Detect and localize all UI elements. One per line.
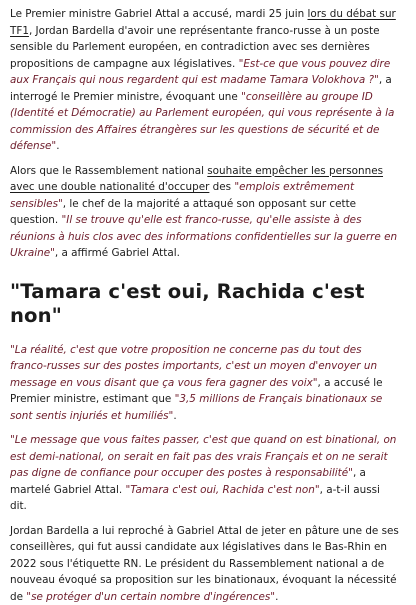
text: Le Premier ministre Gabriel Attal a accusé, mardi 25 juin (10, 8, 308, 20)
text: , a-t-il aussi dit. (10, 484, 380, 513)
paragraph-2 (10, 163, 400, 262)
quote: "Tamara c'est oui, Rachida c'est non" (126, 484, 320, 496)
quote: "se protéger d'un certain nombre d'ingérences" (26, 591, 275, 603)
paragraph-5 (10, 523, 400, 605)
paragraph-1 (10, 6, 400, 155)
text: . (173, 410, 176, 422)
paragraph-3 (10, 342, 400, 425)
text: , le chef de la majorité a attaqué son opposant sur cette question. (10, 198, 356, 227)
section-heading: "Tamara c'est oui, Rachida c'est non" (10, 280, 400, 328)
quote: "emplois extrêmement sensibles" (10, 181, 354, 210)
quote: "La réalité, c'est que votre proposition ne concerne pas du tout des franco-russes sur des postes importants, c'est un moyen d'envoyer un message en vous disant que ça vous fera gagner des voix" (10, 344, 377, 389)
text: des (209, 181, 234, 193)
text: , a interrogé le Premier ministre, évoquant une (10, 74, 392, 103)
quote: "conseillère au groupe ID (Identité et Démocratie) au Parlement européen, qui vous représente à la commission des Affaires étrangères sur les questions de sécurité et de défense" (10, 91, 394, 153)
paragraph-4 (10, 432, 400, 515)
text: . (275, 591, 278, 603)
quote: "Il se trouve qu'elle est franco-russe, qu'elle assiste à des réunions à huis clos avec des informations confidentielles sur la guerre en Ukraine" (10, 214, 397, 259)
double-nationality-link[interactable]: souhaite empêcher les personnes avec une double nationalité d'occuper (10, 165, 383, 194)
quote: "Est-ce que vous pouvez dire aux Français qui nous regardent qui est madame Tamara Volokhova ?" (10, 58, 390, 87)
tf1-debate-link[interactable]: lors du débat sur TF1 (10, 8, 396, 37)
text: , a accusé le Premier ministre, estimant que (10, 377, 383, 406)
text: Jordan Bardella a lui reproché à Gabriel Attal de jeter en pâture une de ses conseillères, qui fut aussi candidate aux législatives dans le Bas-Rhin en 2022 sous l'étiquette RN. Le président du Rassemblement national a de nouveau évoqué sa proposition sur les binationaux, évoquant la nécessité de (10, 525, 399, 603)
text: , a affirmé Gabriel Attal. (55, 247, 180, 259)
quote: "3,5 millions de Français binationaux se sont sentis injuriés et humiliés" (10, 393, 382, 422)
text: , Jordan Bardella d'avoir une représentante franco-russe à un poste sensible du Parlement européen, en contradiction avec ses dernières propositions de campagne aux législatives. (10, 25, 379, 70)
text: , a martelé Gabriel Attal. (10, 467, 366, 496)
text: . (56, 140, 59, 152)
text: Alors que le Rassemblement national (10, 165, 207, 177)
quote: "Le message que vous faites passer, c'est que quand on est binational, on est demi-national, on serait en fait pas des vrais Français et on ne serait pas digne de confiance pour occuper des postes à responsabilité" (10, 434, 396, 479)
